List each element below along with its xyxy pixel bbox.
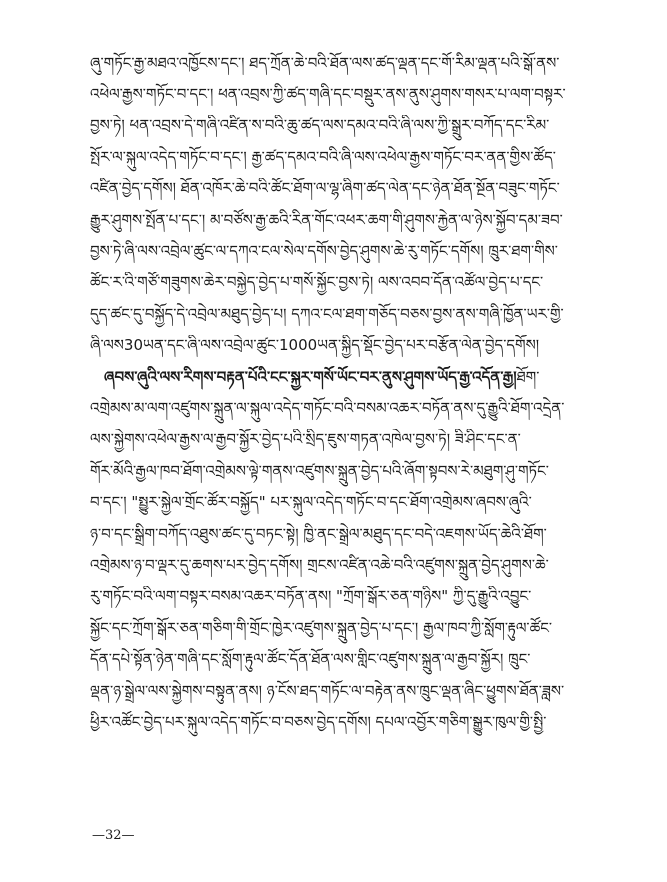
heading-line	[90, 366, 632, 397]
text-line: སྤོར་ལ་སྐུལ་འདེད་གཏོང་བ་དང་། རྒྱ་ཚད་དམའ་བའི་ཞི་ལས་འཕེལ་རྒྱས་གཏོང་བར་ནན་གྱིས་ཚོད་	[90, 147, 556, 166]
text-line-continuation: ཐོག་	[516, 367, 540, 386]
page-number: —32—	[92, 828, 135, 843]
text-line: འགྲེམས་མ་ལག་འཛུགས་སྐྲུན་ལ་སྐུལ་འདེད་གཏོང་བའི་བསམ་འཆར་བཏོན་ནས་དུ་རྒྱུའི་ཐོག་འདྲེན་	[90, 399, 565, 417]
text-line: བྱས་ཏེ། ཕན་འབྲས་དེ་གཞི་འཛིན་ས་བའི་ཆུ་ཚད་ལས་དམའ་བའི་ཞི་ལས་ཀྱི་སྒྲུར་བཀོད་དང་རིམ་	[90, 116, 550, 135]
text-line: བྱས་ཏེ་ཞི་ལས་འབྲེལ་ཚུང་ལ་དཀའ་ངལ་སེལ་དགོས་བྱེད་ཤུགས་ཆེ་རུ་གཏོང་དགོས། ཁྲུར་ཐག་གིས་	[90, 242, 558, 261]
text-line: སྐྱོང་དང་ཀྲོག་སྒོར་ཅན་གཅིག་གི་གྲོང་ཁྱེར་འཛུགས་སྐྲུན་བྱེད་པ་དང་། རྒྱལ་ཁབ་ཀྱི་སློག་རྟུལ་ཚོང་	[90, 618, 553, 637]
text-line: ཉ་བ་དང་སྒྲིག་བཀོད་འཐུས་ཚང་དུ་བཏང་སྟེ། ཁྱི་ནང་སྒྲེལ་མཐུད་དང་བདེ་འཇགས་ཡོད་ཆེའི་ཐོག་	[90, 524, 547, 543]
text-line: འཕེལ་རྒྱས་གཏོང་བ་དང་། ཕན་འབྲས་ཀྱི་ཚད་གཞི་དང་བསྡུར་ནས་ནུས་ཤུགས་གསར་པ་ལག་བསྟར་	[90, 85, 566, 104]
text-line: དུད་ཚང་དུ་བསྐྱོད་དེ་འབྲེལ་མཐུད་བྱེད་པ། དཀའ་ངལ་ཐག་གཅོད་བཅས་བྱས་ནས་གཞི་ཁྱོན་ཡར་གྱི་	[90, 304, 564, 323]
text-line: གོར་མོའི་རྒྱལ་ཁབ་ཐོག་འགྲེམས་ལྟེ་གནས་འཛུགས་སྐྲུན་བྱེད་པའི་ཞོག་སྟབས་རེ་མཐུག་ཤུ་གཏོང་	[90, 461, 549, 480]
body-text	[90, 52, 632, 743]
text-line: ལས་སྐྱེགས་འཕེལ་རྒྱས་ལ་རྒྱབ་སྐྱོར་བྱེད་པའི་སྲིད་ཇུས་གཏན་འཁེལ་བྱས་ཏེ། ཟི་ཤིང་དང་ན་	[90, 430, 521, 449]
text-line: དོན་དཔེ་སྟོན་ཉེན་གཞི་དང་སློག་རྟུལ་ཚོང་དོན་ཐོན་ལས་གླིང་འཛུགས་སྐྲུན་ལ་རྒྱབ་སྐྱོར། ཁྲུང་	[90, 650, 531, 669]
text-line: བ་དང་། "སྤྱུར་སྐྱེལ་གྲོང་ཚོར་བསྐྱོད" པར་སྐུལ་འདེད་གཏོང་བ་དང་ཐོག་འགྲེམས་ཞབས་ཞུའི་	[90, 493, 532, 512]
text-line: ཚོང་ར་འི་གཙོ་གཟུགས་ཆེར་བསྐྱེད་བྱེད་པ་གསོ་སྐྱོང་བྱས་ཏེ། ལས་འབབ་དོན་འཚོལ་བྱེད་པ་དང་	[90, 273, 544, 292]
text-line: ཞི་ལས30ཡན་དང་ཞི་ལས་འབྲེལ་ཚུང་1000ཡན་སྐྱིད་སྡོང་བྱེད་པར་བརྩོན་ལེན་བྱེད་དགོས།	[90, 336, 540, 355]
text-line: ཕྱིར་འཚོང་བྱེད་པར་སྐུལ་འདེད་གཏོང་བ་བཅས་བྱེད་དགོས། དཔལ་འབྱོར་གཅིག་སྒྱུར་ཁུལ་གྱི་སྤྱི་	[90, 712, 547, 731]
text-line: ཞུ་གཏོང་རྒྱ་མཐའ་འཁྱོངས་དང་། ཐད་ཀྲོན་ཆེ་བའི་ཐོན་ལས་ཚད་ལྡན་དང་གོ་རིམ་ལྡན་པའི་སྒོ་ནས་	[90, 53, 560, 72]
section-heading: ཞབས་ཞུའི་ལས་རིགས་བརྟན་པོའི་ངང་སྐྱར་གསོ་ཡོང་བར་ནུས་ཤུགས་ཡོད་རྒྱ་འདོན་རྒྱ།	[104, 367, 517, 386]
text-line: འགྲེམས་ཉ་བ་ལྡར་དུ་ཆགས་པར་བྱེད་དགོས། གྲངས་འཛིན་འཆེ་བའི་འཛུགས་སྐྲུན་བྱེད་ཤུགས་ཆེ་	[90, 555, 549, 574]
text-line: ལྡན་ཉ་སྒྲེལ་ལས་སྐྱེགས་བསྟུན་ནས། ཉ་ངོས་ཐད་གཏོང་ལ་བརྟེན་ནས་ཁྲུང་ལྡན་ཞིང་ཕྱུགས་ཐོན་ཟླས་	[90, 681, 565, 700]
text-line: རུ་གཏོང་བའི་ལག་བསྟར་བསམ་འཆར་བཏོན་ནས། "ཀྲོག་སྒོར་ཅན་གཉིས" ཀྱི་དུ་རྒྱུའི་འབྱུང་	[90, 587, 532, 606]
text-line: འཛིན་བྱེད་དགོས། ཐོན་འཁོར་ཆེ་བའི་ཚོང་ཐོག་ལ་ལྷ་ཞིག་ཚད་ལེན་དང་ཉེན་ཐོན་སྔོན་བཟུང་གཏོང་	[90, 179, 560, 198]
text-line: རྒྱུར་ཤུགས་སྤོན་པ་དང་། མ་བཙོས་རྒྱ་ཆའི་རིན་གོང་འཕར་ཆག་གི་ཤུགས་རྐྱེན་ལ་ཉེས་སྐྱོབ་དམ་ཟབ་	[90, 210, 563, 229]
